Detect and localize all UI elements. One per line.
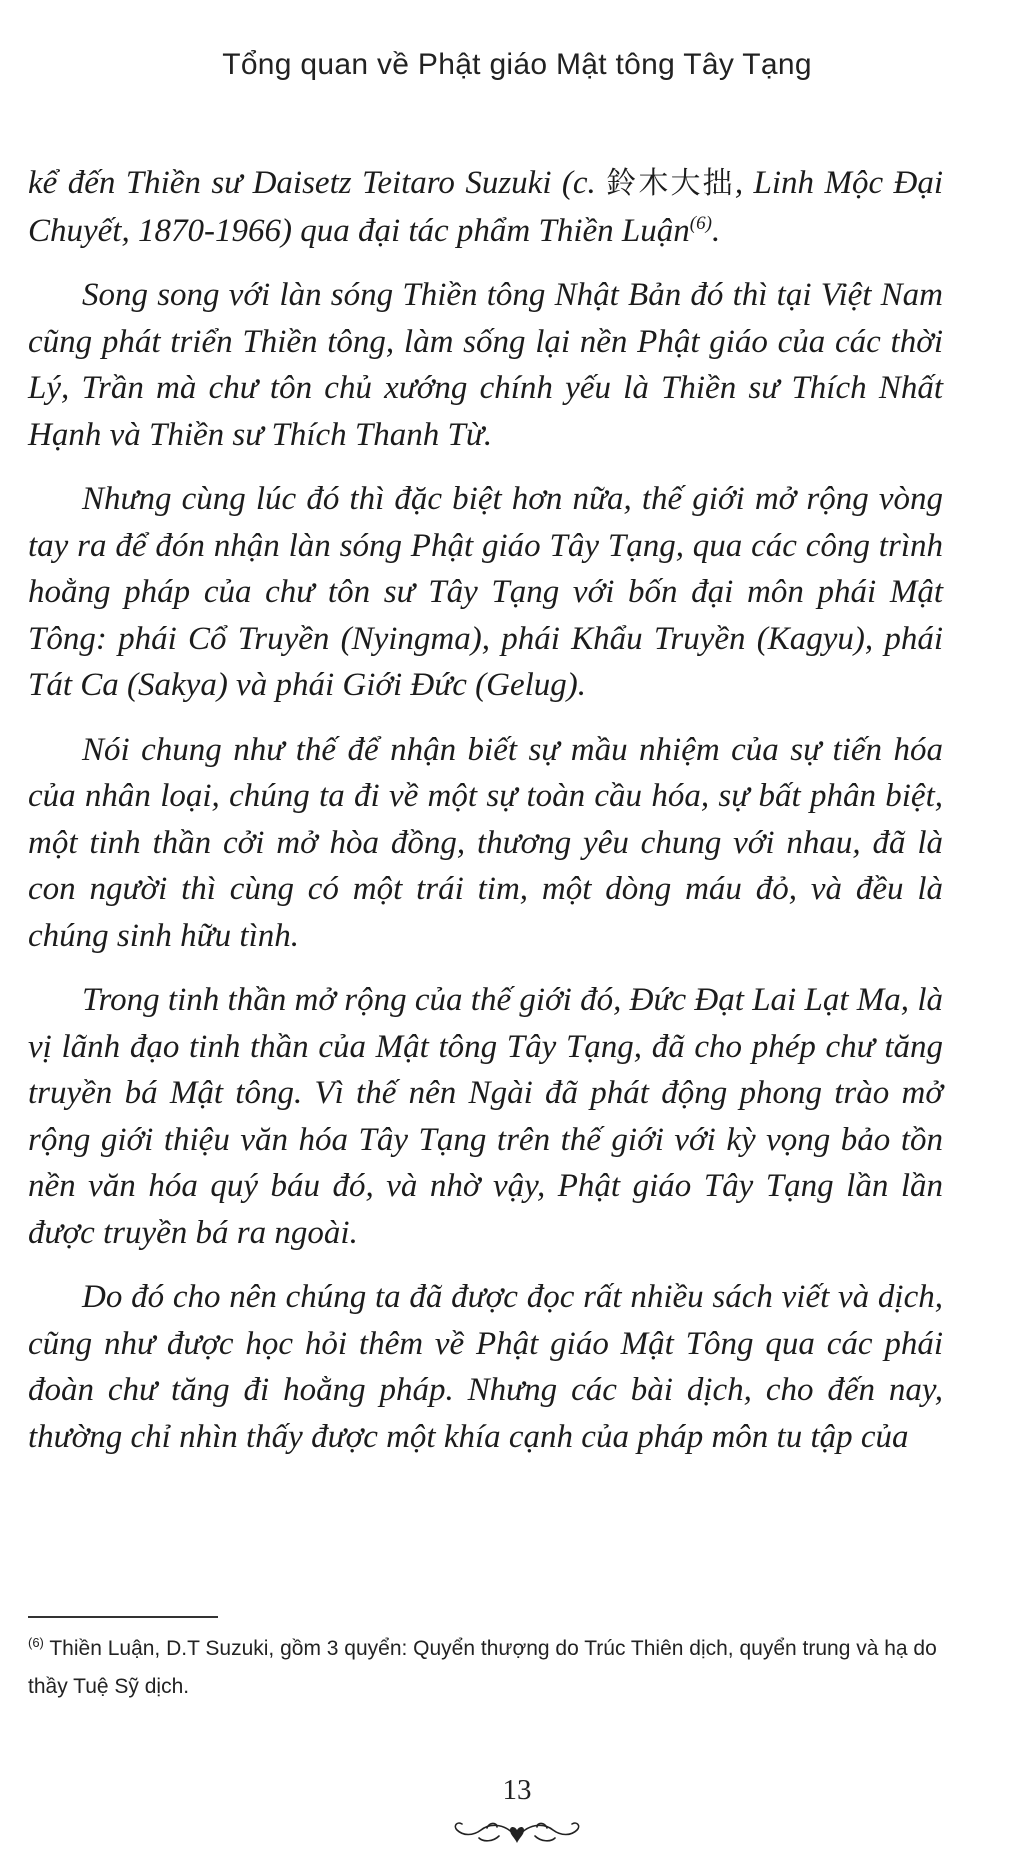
footnote-marker: (6) — [28, 1635, 44, 1650]
running-header: Tổng quan về Phật giáo Mật tông Tây Tạng — [222, 48, 812, 81]
paragraph-5: Trong tinh thần mở rộng của thế giới đó, Đức Đạt Lai Lạt Ma, là vị lãnh đạo tinh thần của Mật tông Tây Tạng, đã cho phép chư tăng truyền bá Mật tông. Vì thế nên Ngài đã phát động phong trào mở rộng giới thiệu văn hóa Tây Tạng trên thế giới với kỳ vọng bảo tồn nền văn hóa quý báu đó, và nhờ vậy, Phật giáo Tây Tạng lần lần được truyền bá ra ngoài. — [28, 982, 943, 1251]
footnote-text: Thiền Luận, D.T Suzuki, gồm 3 quyển: Quyển thượng do Trúc Thiên dịch, quyển trung và hạ do thầy Tuệ Sỹ dịch. — [28, 1637, 937, 1698]
paragraph-3: Nhưng cùng lúc đó thì đặc biệt hơn nữa, thế giới mở rộng vòng tay ra để đón nhận làn sóng Phật giáo Tây Tạng, qua các công trình hoằng pháp của chư tôn sư Tây Tạng với bốn đại môn phái Mật Tông: phái Cổ Truyền (Nyingma), phái Khẩu Truyền (Kagyu), phái Tát Ca (Sakya) và phái Giới Đức (Gelug). — [28, 481, 943, 703]
footnote-reference[interactable]: (6) — [689, 212, 712, 234]
flourish-ornament-icon — [447, 1816, 587, 1848]
paragraph-2: Song song với làn sóng Thiền tông Nhật Bản đó thì tại Việt Nam cũng phát triển Thiền tông, làm sống lại nền Phật giáo của các thời Lý, Trần mà chư tôn chủ xướng chính yếu là Thiền sư Thích Nhất Hạnh và Thiền sư Thích Thanh Từ. — [28, 277, 943, 453]
paragraph-1-middle: , Linh Mộc Đại Chuyết, 1870-1966) qua đại tác phẩm Thiền Luận — [28, 165, 943, 249]
japanese-name: 鈴木大拙 — [606, 166, 735, 201]
paragraph-6: Do đó cho nên chúng ta đã được đọc rất nhiều sách viết và dịch, cũng như được học hỏi thêm về Phật giáo Mật Tông qua các phái đoàn chư tăng đi hoằng pháp. Nhưng các bài dịch, cho đến nay, thường chỉ nhìn thấy được một khía cạnh của pháp môn tu tập của — [28, 1279, 943, 1455]
paragraph-1 — [28, 160, 943, 254]
paragraph-1-start: kể đến Thiền sư Daisetz Teitaro Suzuki (c. — [28, 165, 607, 201]
footnote-divider — [28, 1616, 218, 1618]
page-number: 13 — [502, 1774, 532, 1806]
paragraph-4: Nói chung như thế để nhận biết sự mầu nhiệm của sự tiến hóa của nhân loại, chúng ta đi về một sự toàn cầu hóa, sự bất phân biệt, một tinh thần cởi mở hòa đồng, thương yêu chung với nhau, đã là con người thì cùng có một trái tim, một dòng máu đỏ, và đều là chúng sinh hữu tình. — [28, 731, 943, 954]
footnote — [28, 1630, 958, 1706]
main-text — [28, 160, 943, 1478]
paragraph-1-end: . — [711, 212, 721, 249]
